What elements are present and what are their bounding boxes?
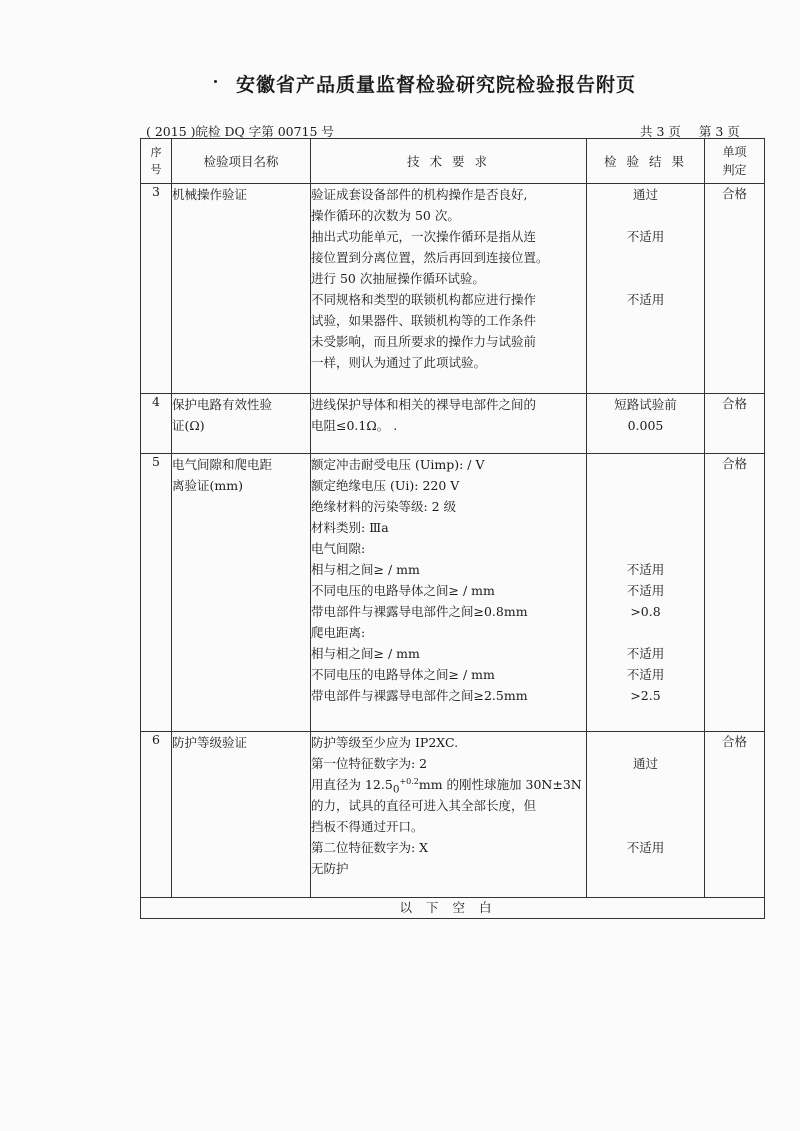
req-line	[311, 774, 586, 795]
table-header	[141, 139, 765, 184]
result-line	[587, 517, 704, 538]
req-line: 额定冲击耐受电压 (Uimp): / V	[311, 457, 485, 472]
table-row	[141, 184, 765, 394]
req-line: 挡板不得通过开口。	[311, 819, 424, 834]
stray-mark	[214, 80, 217, 83]
result-line: 不适用	[626, 292, 665, 307]
result-line	[587, 538, 704, 559]
table-row	[141, 394, 765, 454]
result-line: 短路试验前	[614, 397, 677, 412]
item-line: 保护电路有效性验	[172, 397, 273, 412]
req-line: 带电部件与裸露导电部件之间≥0.8mm	[311, 604, 528, 619]
row-requirement	[311, 454, 587, 732]
result-line: 通过	[632, 756, 658, 771]
row-seq: 3	[141, 184, 172, 394]
result-line: 不适用	[626, 229, 665, 244]
row-result	[587, 454, 705, 732]
result-line	[587, 475, 704, 496]
result-line	[587, 247, 704, 268]
req-line: 电气间隙:	[311, 541, 366, 556]
result-line	[587, 732, 704, 753]
req-line: 试验，如果器件、联锁机构等的工作条件	[311, 313, 537, 328]
row-item: 机械操作验证	[172, 184, 311, 394]
result-line: 不适用	[626, 667, 665, 682]
req-line: 不同电压的电路导体之间≥ / mm	[311, 667, 495, 682]
req-line: 不同规格和类型的联锁机构都应进行操作	[311, 292, 537, 307]
req-line: 不同电压的电路导体之间≥ / mm	[311, 583, 495, 598]
row-judgement: 合格	[705, 454, 765, 732]
result-line: 不适用	[626, 840, 665, 855]
req-line: 防护等级至少应为 IP2XC.	[311, 735, 459, 750]
req-line: 进线保护导体和相关的裸导电部件之间的	[311, 397, 537, 412]
req-line: 接位置到分离位置，然后再回到连接位置。	[311, 250, 549, 265]
inspection-table	[140, 138, 765, 919]
req-line: 相与相之间≥ / mm	[311, 646, 420, 661]
result-line: >2.5	[630, 688, 661, 703]
result-line	[587, 795, 704, 816]
req-line: 第二位特征数字为: X	[311, 840, 429, 855]
req-line: 电阻≤0.1Ω。 .	[311, 418, 398, 433]
row-requirement	[311, 732, 587, 898]
report-title: 安徽省产品质量监督检验研究院检验报告附页	[236, 74, 637, 96]
result-line: >0.8	[630, 604, 661, 619]
req-line: 的力，试具的直径可进入其全部长度，但	[311, 798, 537, 813]
req-line: 带电部件与裸露导电部件之间≥2.5mm	[311, 688, 528, 703]
req-text: 用直径为 12.5	[311, 777, 393, 792]
header-judgement-1: 单项	[722, 145, 747, 159]
result-line: 0.005	[627, 418, 664, 433]
req-line: 一样，则认为通过了此项试验。	[311, 355, 487, 370]
table-row	[141, 454, 765, 732]
result-line	[587, 816, 704, 837]
result-line	[587, 454, 704, 475]
row-result	[587, 732, 705, 898]
header-judgement	[705, 139, 765, 184]
row-judgement: 合格	[705, 732, 765, 898]
result-line	[587, 496, 704, 517]
req-text: mm 的刚性球施加 30N±3N	[418, 777, 582, 792]
tolerance-upper: +0.2	[399, 776, 419, 786]
req-line: 绝缘材料的污染等级: 2 级	[311, 499, 457, 514]
item-line: 离验证(mm)	[172, 478, 243, 493]
req-line: 材料类别: Ⅲa	[311, 520, 389, 535]
table-row	[141, 732, 765, 898]
result-line: 通过	[632, 187, 658, 202]
result-line	[587, 268, 704, 289]
result-line: 不适用	[626, 562, 665, 577]
row-item	[172, 454, 311, 732]
row-seq: 5	[141, 454, 172, 732]
result-line	[587, 622, 704, 643]
tolerance-lower: 0	[392, 783, 400, 796]
result-line: 不适用	[626, 583, 665, 598]
req-line: 爬电距离:	[311, 625, 366, 640]
header-item: 检验项目名称	[172, 139, 311, 184]
row-seq: 4	[141, 394, 172, 454]
item-line: 证(Ω)	[172, 418, 205, 433]
header-seq	[141, 139, 172, 184]
req-line: 抽出式功能单元，一次操作循环是指从连	[311, 229, 537, 244]
req-line: 相与相之间≥ / mm	[311, 562, 420, 577]
blank-note: 以下空白	[141, 898, 765, 919]
result-line: 不适用	[626, 646, 665, 661]
result-line	[587, 205, 704, 226]
blank-row	[141, 898, 765, 919]
result-line	[587, 774, 704, 795]
req-line: 操作循环的次数为 50 次。	[311, 208, 460, 223]
header-result: 检 验 结 果	[587, 139, 705, 184]
req-line: 未受影响，而且所要求的操作力与试验前	[311, 334, 537, 349]
row-result	[587, 394, 705, 454]
row-seq: 6	[141, 732, 172, 898]
item-line: 电气间隙和爬电距	[172, 457, 273, 472]
header-requirement: 技 术 要 求	[311, 139, 587, 184]
req-line: 进行 50 次抽屉操作循环试验。	[311, 271, 485, 286]
total-pages: 共 3 页	[640, 124, 681, 139]
req-line: 第一位特征数字为: 2	[311, 756, 428, 771]
page-number: 第 3 页	[698, 124, 740, 139]
row-item	[172, 394, 311, 454]
header-seq-2: 号	[150, 163, 162, 176]
row-judgement: 合格	[705, 184, 765, 394]
req-line: 无防护	[311, 861, 349, 876]
report-number: ( 2015 )皖检 DQ 字第 00715 号	[146, 124, 334, 139]
req-line: 验证成套设备部件的机构操作是否良好,	[311, 187, 528, 202]
row-requirement	[311, 184, 587, 394]
row-requirement	[311, 394, 587, 454]
row-item: 防护等级验证	[172, 732, 311, 898]
header-judgement-2: 判定	[722, 163, 747, 177]
row-result	[587, 184, 705, 394]
row-judgement: 合格	[705, 394, 765, 454]
req-line: 额定绝缘电压 (Ui): 220 V	[311, 478, 460, 493]
header-seq-1: 序	[150, 146, 162, 159]
